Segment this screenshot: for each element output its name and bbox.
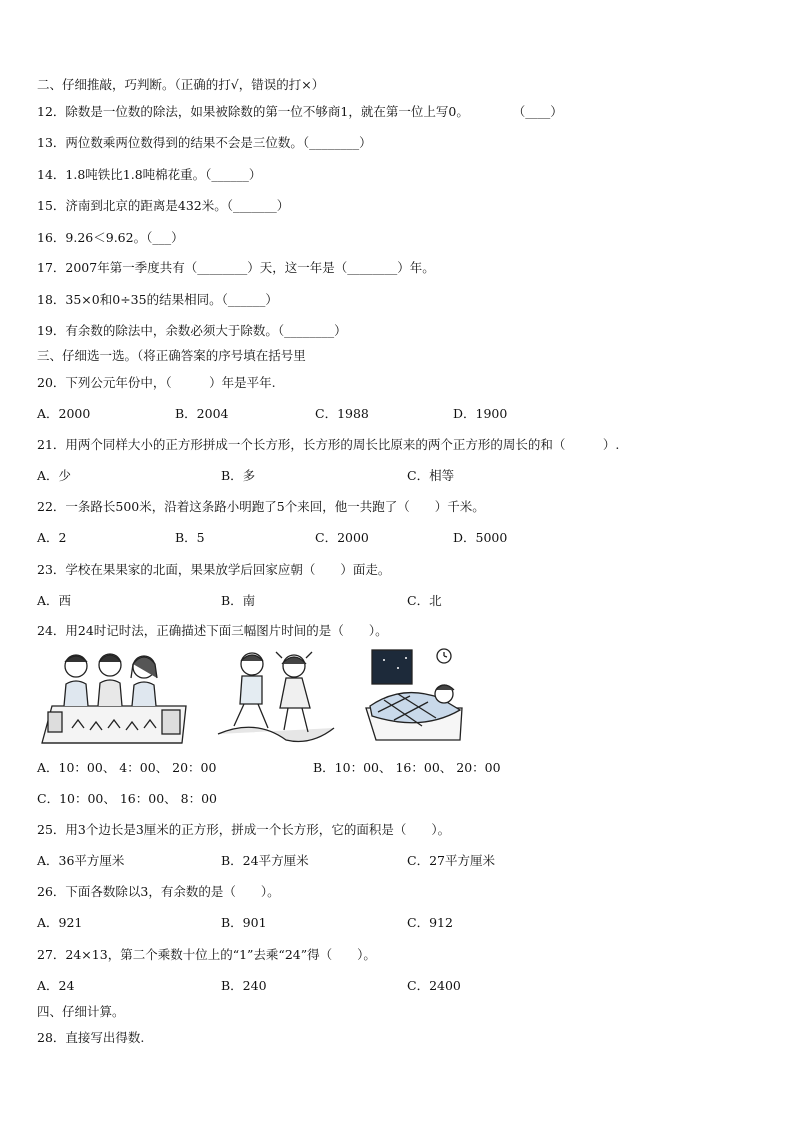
question-25-options xyxy=(37,852,764,870)
question-12-text: 12．除数是一位数的除法，如果被除数的第一位不够商1，就在第一位上写0。 xyxy=(37,104,469,119)
child-sleeping-picture xyxy=(362,648,466,750)
section3-heading: 三、仔细选一选。（将正确答案的序号填在括号里 xyxy=(37,348,306,363)
question-14: 14．1.8吨铁比1.8吨棉花重。（______） xyxy=(37,167,262,182)
question-24-options-row2 xyxy=(37,790,764,808)
option-b: B．多 xyxy=(221,468,256,483)
question-15: 15．济南到北京的距离是432米。（_______） xyxy=(37,198,290,213)
option-a: A．24 xyxy=(37,978,75,993)
option-c: C．2400 xyxy=(407,978,461,993)
option-d: D．5000 xyxy=(453,530,508,545)
option-a: A．西 xyxy=(37,593,72,608)
option-a: A．921 xyxy=(37,915,83,930)
children-walking-picture xyxy=(216,648,336,748)
section2-heading: 二、仔细推敲，巧判断。（正确的打√，错误的打×） xyxy=(37,77,325,92)
question-22-stem: 22．一条路长500米，沿着这条路小明跑了5个来回，他一共跑了（ ）千米。 xyxy=(37,499,485,514)
option-b: B．5 xyxy=(175,530,205,545)
question-16: 16．9.26＜9.62。（___） xyxy=(37,230,184,245)
option-b: B．南 xyxy=(221,593,256,608)
option-d: D．1900 xyxy=(453,406,508,421)
question-28: 28．直接写出得数. xyxy=(37,1030,145,1045)
question-20-options xyxy=(37,405,764,423)
option-a: A．10：00、 4：00、 20：00 xyxy=(37,760,217,775)
section4-heading: 四、仔细计算。 xyxy=(37,1004,125,1019)
question-23-options xyxy=(37,592,764,610)
question-18: 18．35×0和0÷35的结果相同。（______） xyxy=(37,292,278,307)
option-c: C．2000 xyxy=(315,530,369,545)
question-25-stem: 25．用3个边长是3厘米的正方形，拼成一个长方形，它的面积是（ ）。 xyxy=(37,822,451,837)
question-27-stem: 27．24×13，第二个乘数十位上的“1”去乘“24”得（ ）。 xyxy=(37,947,376,962)
option-b: B．2004 xyxy=(175,406,229,421)
question-12 xyxy=(37,103,764,121)
question-24-stem: 24．用24时记时法，正确描述下面三幅图片时间的是（ ）。 xyxy=(37,623,388,638)
option-c: C．10：00、 16：00、 8：00 xyxy=(37,791,217,806)
question-12-blank: （____） xyxy=(512,104,563,119)
option-c: C．北 xyxy=(407,593,442,608)
option-c: C．912 xyxy=(407,915,453,930)
option-b: B．901 xyxy=(221,915,267,930)
question-27-options xyxy=(37,977,764,995)
option-a: A．2000 xyxy=(37,406,91,421)
question-21-options xyxy=(37,467,764,485)
option-c: C．相等 xyxy=(407,468,455,483)
question-17: 17．2007年第一季度共有（________）天，这一年是（________）年。 xyxy=(37,260,435,275)
question-21-stem: 21．用两个同样大小的正方形拼成一个长方形，长方形的周长比原来的两个正方形的周长的和（ ）. xyxy=(37,437,620,452)
option-b: B．240 xyxy=(221,978,267,993)
question-24-pictures xyxy=(38,648,478,752)
option-b: B．24平方厘米 xyxy=(221,853,309,868)
option-c: C．27平方厘米 xyxy=(407,853,495,868)
question-26-stem: 26．下面各数除以3，有余数的是（ ）。 xyxy=(37,884,280,899)
question-20-stem: 20．下列公元年份中，（ ）年是平年. xyxy=(37,375,276,390)
option-b: B．10：00、 16：00、 20：00 xyxy=(313,760,501,775)
option-a: A．2 xyxy=(37,530,67,545)
question-19: 19．有余数的除法中，余数必须大于除数。（________） xyxy=(37,323,347,338)
question-24-options xyxy=(37,759,764,777)
question-26-options xyxy=(37,914,764,932)
question-13: 13．两位数乘两位数得到的结果不会是三位数。（________） xyxy=(37,135,372,150)
question-23-stem: 23．学校在果果家的北面，果果放学后回家应朝（ ）面走。 xyxy=(37,562,391,577)
question-22-options xyxy=(37,529,764,547)
option-a: A．少 xyxy=(37,468,72,483)
option-c: C．1988 xyxy=(315,406,369,421)
children-making-crafts-picture xyxy=(38,648,188,748)
option-a: A．36平方厘米 xyxy=(37,853,125,868)
